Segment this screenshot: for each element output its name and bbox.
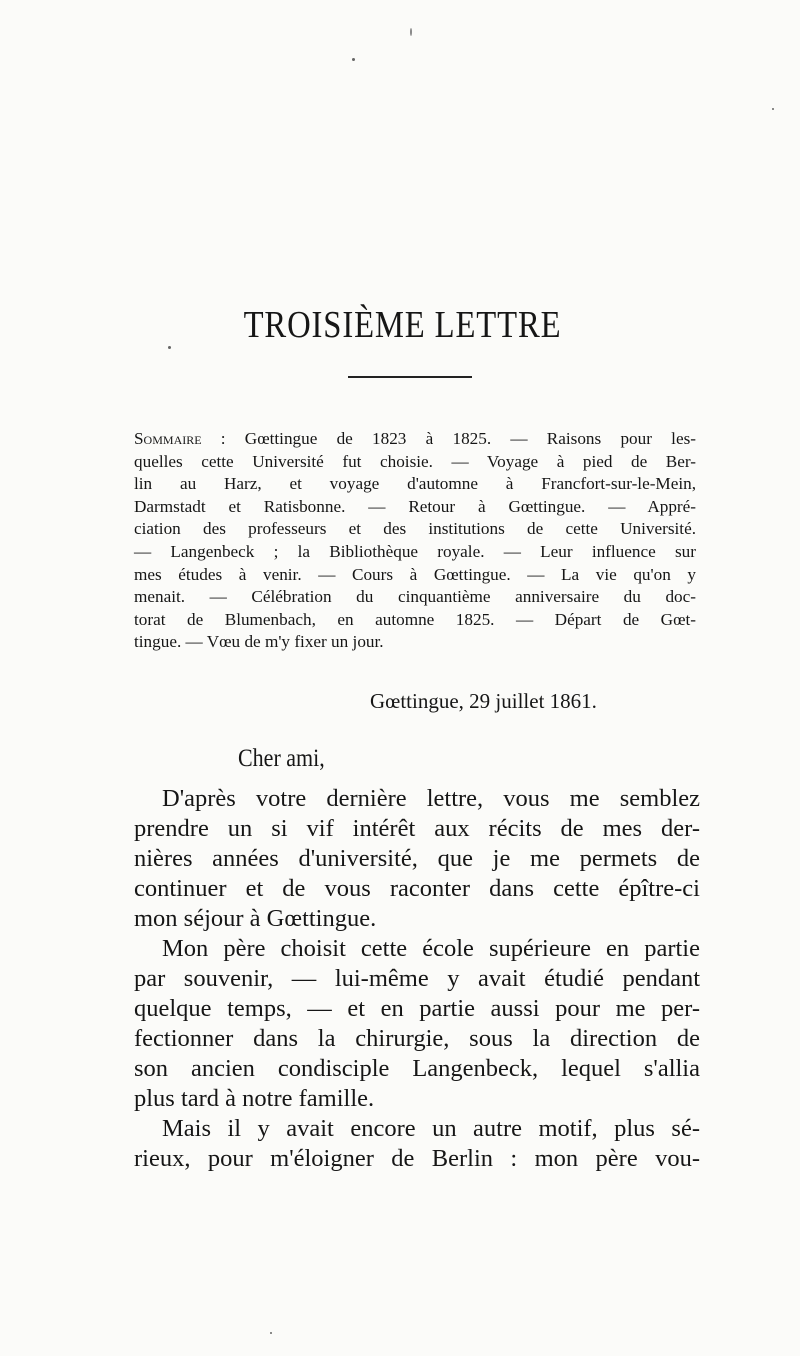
summary-label: Sommaire (134, 429, 202, 448)
body-line: fectionner dans la chirurgie, sous la direction de (134, 1025, 700, 1052)
summary-line: tingue. — Vœu de m'y fixer un jour. (134, 632, 384, 652)
body-line: Mon père choisit cette école supérieure en partie (162, 935, 700, 962)
summary-line: menait. — Célébration du cinquantième anniversaire du doc- (134, 587, 696, 607)
summary-line: mes études à venir. — Cours à Gœttingue. — La vie qu'on y (134, 564, 696, 584)
letter-body (134, 784, 700, 1174)
summary-line-text: : Gœttingue de 1823 à 1825. — Raisons pour les- (201, 429, 696, 448)
salutation: Cher ami, (238, 745, 325, 772)
body-line: Mais il y avait encore un autre motif, plus sé- (162, 1115, 700, 1142)
body-line: plus tard à notre famille. (134, 1085, 375, 1112)
dateline: Gœttingue, 29 juillet 1861. (370, 689, 597, 713)
body-line: continuer et de vous raconter dans cette épître-ci (134, 875, 700, 902)
body-line: son ancien condisciple Langenbeck, lequel s'allia (134, 1055, 700, 1082)
body-line: quelque temps, — et en partie aussi pour me per- (134, 995, 700, 1022)
summary-line: Darmstadt et Ratisbonne. — Retour à Gœttingue. — Appré- (134, 496, 696, 516)
summary-block (134, 428, 696, 654)
summary-line (134, 428, 696, 451)
body-line: rieux, pour m'éloigner de Berlin : mon père vou- (134, 1145, 700, 1172)
ink-speck (410, 28, 412, 36)
body-line: par souvenir, — lui-même y avait étudié pendant (134, 965, 700, 992)
body-line: nières années d'université, que je me permets de (134, 845, 700, 872)
summary-line: ciation des professeurs et des institutions de cette Université. (134, 519, 696, 539)
body-line: D'après votre dernière lettre, vous me semblez (162, 785, 700, 812)
body-line: mon séjour à Gœttingue. (134, 905, 377, 932)
summary-line: — Langenbeck ; la Bibliothèque royale. — Leur influence sur (134, 541, 696, 561)
letter-title: TROISIÈME LETTRE (243, 304, 562, 346)
summary-line: torat de Blumenbach, en automne 1825. — Départ de Gœt- (134, 609, 696, 629)
summary-line: quelles cette Université fut choisie. — Voyage à pied de Ber- (134, 451, 696, 471)
body-line: prendre un si vif intérêt aux récits de mes der- (134, 815, 700, 842)
summary-line: lin au Harz, et voyage d'automne à Francfort-sur-le-Mein, (134, 474, 696, 494)
title-divider (348, 376, 472, 378)
ink-speck (270, 1332, 272, 1334)
ink-speck (772, 108, 774, 110)
ink-speck (352, 58, 355, 61)
